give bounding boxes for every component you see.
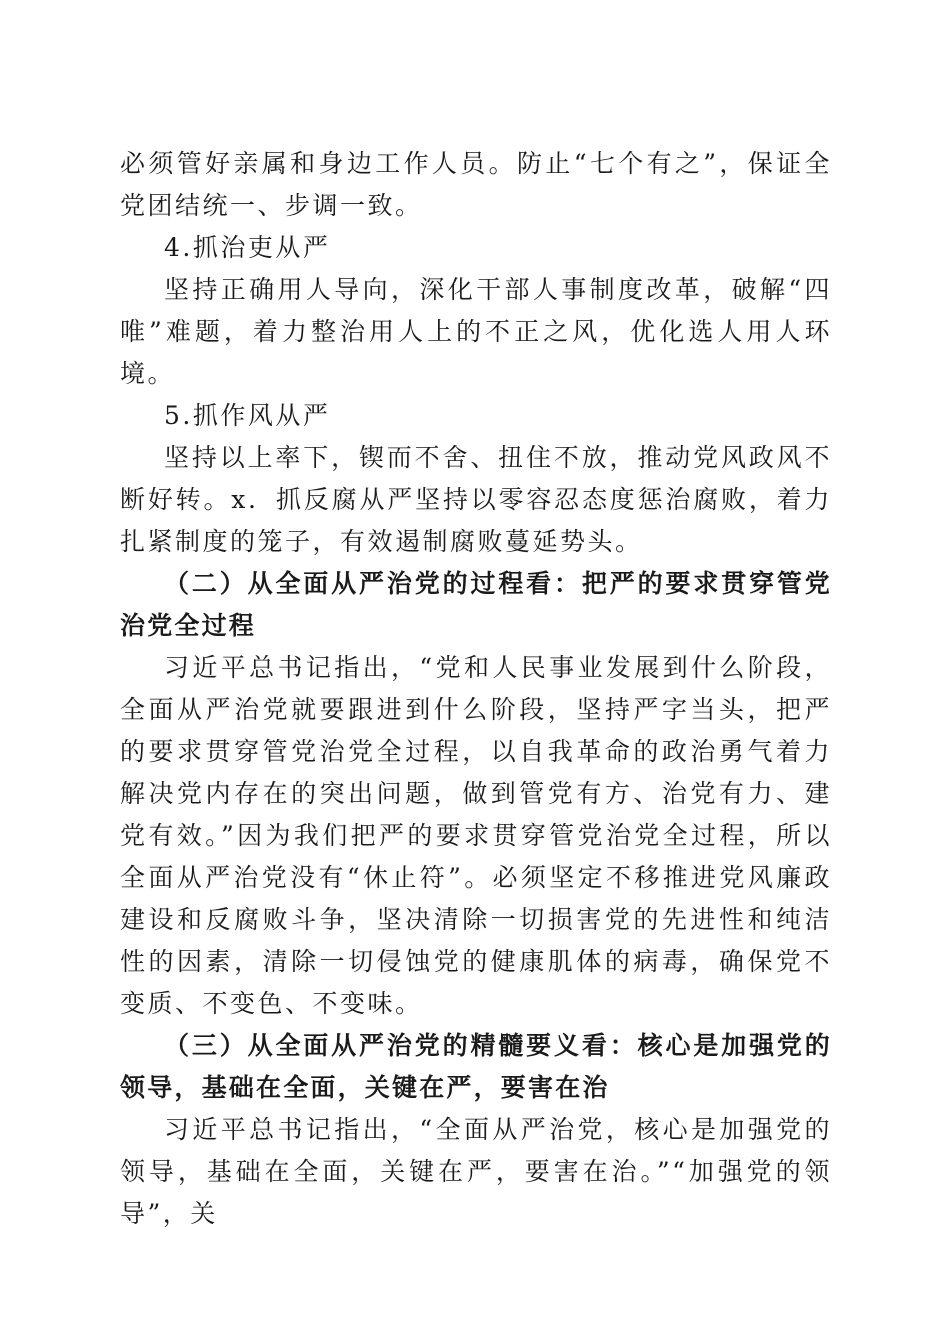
paragraph-section-2-body: 习近平总书记指出，“党和人民事业发展到什么阶段，全面从严治党就要跟进到什么阶段，坚持严字当头，把严的要求贯穿管党治党全过程，以自我革命的政治勇气着力解决党内存在的突出问题，做到管党有方、治党有力、建党有效。”因为我们把严的要求贯穿管党治党全过程，所以全面从严治党没有“休止符”。必须坚定不移推进党风廉政建设和反腐败斗争，坚决清除一切损害党的先进性和纯洁性的因素，清除一切侵蚀党的健康肌体的病毒，确保党不变质、不变色、不变味。 bbox=[120, 653, 832, 1018]
paragraph-section-3-body: 习近平总书记指出，“全面从严治党，核心是加强党的领导，基础在全面，关键在严，要害在治。”“加强党的领导”，关 bbox=[120, 1115, 832, 1228]
paragraph-continuation: 必须管好亲属和身边工作人员。防止“七个有之”，保证全党团结统一、步调一致。 bbox=[120, 149, 832, 220]
paragraph-item-4-body: 坚持正确用人导向，深化干部人事制度改革，破解“四唯”难题，着力整治用人上的不正之风，优化选人用人环境。 bbox=[120, 275, 832, 388]
section-heading-2: （二）从全面从严治党的过程看：把严的要求贯穿管党治党全过程 bbox=[120, 569, 832, 640]
section-heading-3: （三）从全面从严治党的精髓要义看：核心是加强党的领导，基础在全面，关键在严，要害在治 bbox=[120, 1031, 832, 1102]
item-heading-5: 5.抓作风从严 bbox=[164, 401, 331, 430]
paragraph-item-5-body: 坚持以上率下，锲而不舍、扭住不放，推动党风政风不断好转。x．抓反腐从严坚持以零容忍态度惩治腐败，着力扎紧制度的笼子，有效遏制腐败蔓延势头。 bbox=[120, 443, 832, 556]
item-heading-4: 4.抓治吏从严 bbox=[164, 233, 331, 262]
document-body bbox=[120, 143, 832, 1235]
